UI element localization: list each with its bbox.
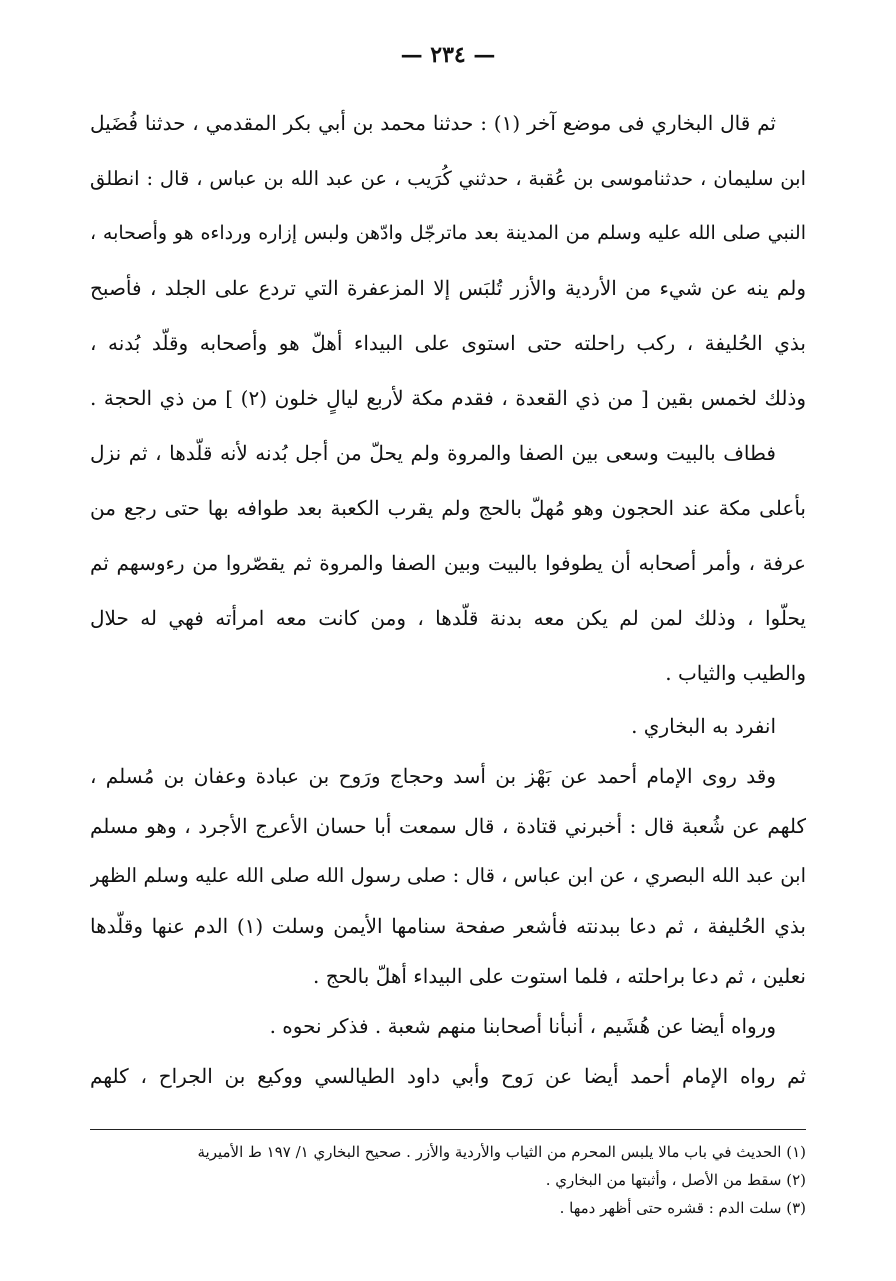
text-line: والطيب والثياب .: [665, 661, 806, 685]
text-line: النبي صلى الله عليه وسلم من المدينة بعد ماترجّل وادّهن ولبس إزاره ورداءه هو وأصحابه ،: [90, 222, 806, 244]
text-line: ابن عبد الله البصري ، عن ابن عباس ، قال : صلى رسول الله صلى الله عليه وسلم الظهر: [90, 864, 806, 887]
text-line: بذي الحُليفة ، ثم دعا ببدنته فأشعر صفحة سنامها الأيمن وسلت (١) الدم عنها وقلّدها: [90, 914, 806, 938]
text-line: ثم قال البخاري فى موضع آخر (١) : حدثنا محمد بن أبي بكر المقدمي ، حدثنا فُضَيل: [90, 111, 776, 135]
text-line: وقد روى الإمام أحمد عن بَهْز بن أسد وحجاج ورَوح بن عبادة وعفان بن مُسلم ،: [90, 764, 776, 788]
footnotes: [90, 1138, 806, 1222]
text-line: بأعلى مكة عند الحجون وهو مُهلّ بالحج ولم يقرب الكعبة بعد طوافه بها حتى رجع من: [90, 496, 806, 520]
main-text: [90, 96, 806, 1101]
footnote: (٢) سقط من الأصل ، وأثبتها من البخاري .: [545, 1171, 806, 1189]
text-line: فطاف بالبيت وسعى بين الصفا والمروة ولم يحلّ من أجل بُدنه لأنه قلّدها ، ثم نزل: [90, 441, 776, 465]
text-line: ولم ينه عن شيء من الأردية والأزر تُلبَس إلا المزعفرة التي تردع على الجلد ، فأصبح: [90, 276, 806, 300]
text-line: نعلين ، ثم دعا براحلته ، فلما استوت على البيداء أهلّ بالحج .: [313, 964, 806, 988]
text-line: انفرد به البخاري .: [631, 714, 776, 738]
footnote: (١) الحديث في باب مالا يلبس المحرم من الثياب والأردية والأزر . صحيح البخاري ١/ ١٩٧ ط الأميرية: [197, 1143, 806, 1161]
page-number: — ٢٣٤ —: [400, 42, 496, 68]
text-line: عرفة ، وأمر أصحابه أن يطوفوا بالبيت وبين الصفا والمروة ثم يقصّروا من رءوسهم ثم: [90, 551, 806, 575]
text-line: وذلك لخمس بقين [ من ذي القعدة ، فقدم مكة لأربع ليالٍ خلون (٢) ] من ذي الحجة .: [90, 386, 806, 410]
text-line: بذي الحُليفة ، ركب راحلته حتى استوى على البيداء أهلّ هو وأصحابه وقلّد بُدنه ،: [90, 331, 806, 355]
text-line: يحلّوا ، وذلك لمن لم يكن معه بدنة قلّدها ، ومن كانت معه امرأته فهي له حلال: [90, 606, 806, 630]
footnote-divider: [90, 1129, 806, 1130]
footnote: (٣) سلت الدم : قشره حتى أظهر دمها .: [559, 1199, 806, 1217]
text-line: ثم رواه الإمام أحمد أيضا عن رَوح وأبي داود الطيالسي ووكيع بن الجراح ، كلهم: [90, 1064, 806, 1088]
text-line: ابن سليمان ، حدثناموسى بن عُقبة ، حدثني كُرَيب ، عن عبد الله بن عباس ، قال : انطلق: [90, 167, 806, 190]
text-line: كلهم عن شُعبة قال : أخبرني قتادة ، قال سمعت أبا حسان الأعرج الأجرد ، وهو مسلم: [90, 814, 806, 838]
text-line: ورواه أيضا عن هُشَيم ، أنبأنا أصحابنا منهم شعبة . فذكر نحوه .: [269, 1014, 776, 1038]
